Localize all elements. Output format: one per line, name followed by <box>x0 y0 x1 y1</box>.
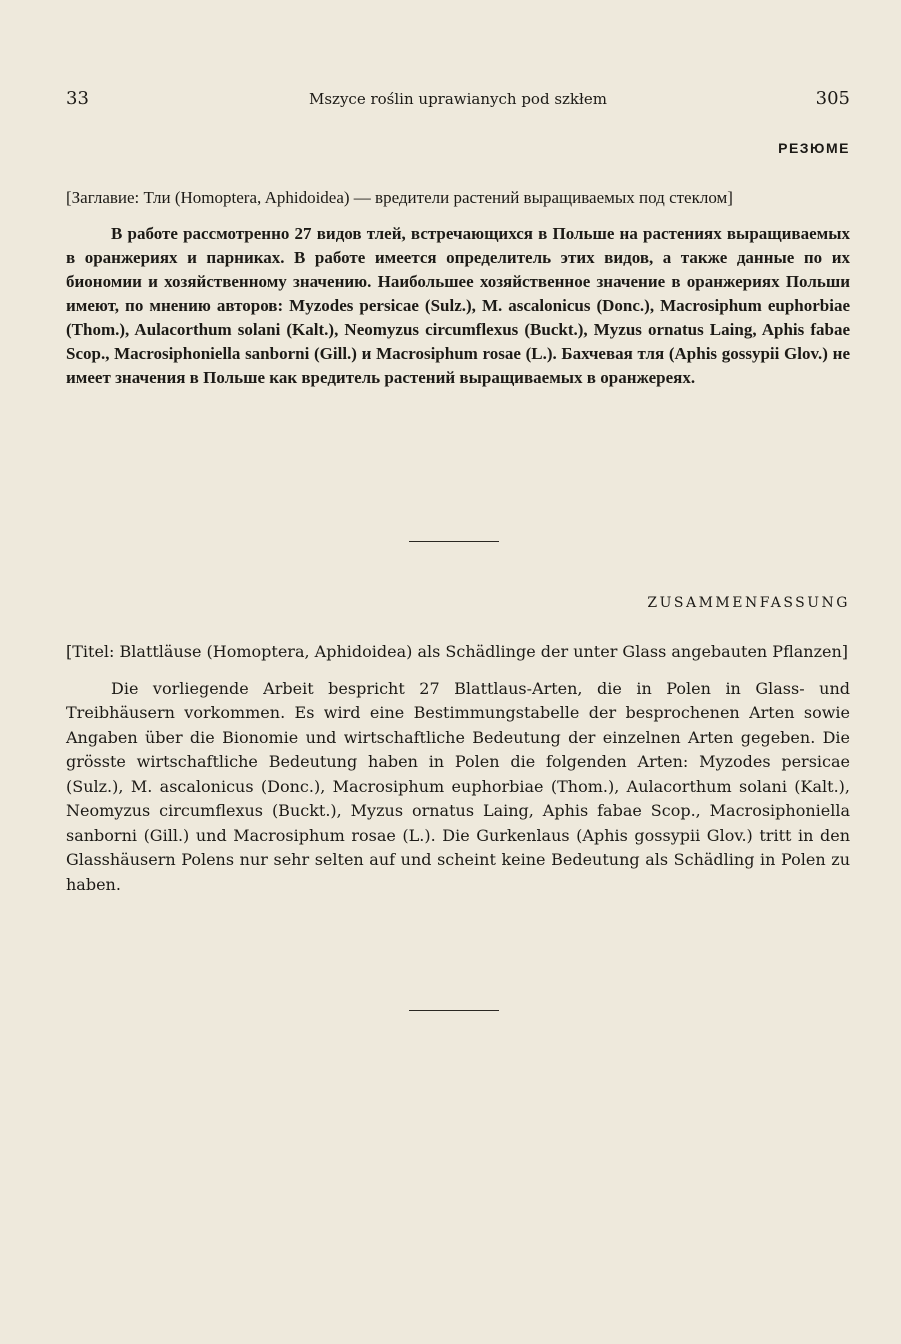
end-divider <box>409 1010 499 1011</box>
russian-summary-body: В работе рассмотренно 27 видов тлей, встречающихся в Польше на растениях выращиваемых в оранжериях и парниках. В работе имеется определитель этих видов, а также данные по их биономии и хозяйственному значению. Наибольшее хозяйственное значение в оранжериях Польши имеют, по мнению авторов: Myzodes persicae (Sulz.), M. ascalonicus (Donc.), Macrosiphum euphorbiae (Thom.), Aulacorthum solani (Kalt.), Neomyzus circumflexus (Buckt.), Myzus ornatus Laing, Aphis fabae Scop., Macrosiphoniella sanborni (Gill.) и Macrosiphum rosae (L.). Бахчевая тля (Aphis gossypii Glov.) не имеет значения в Польше как вредитель растений выращиваемых в оранжереях. <box>66 224 850 387</box>
russian-summary-heading: [Заглавие: Тли (Homoptera, Aphidoidea) — вредители растений выращиваемых под стеклом] <box>66 188 733 207</box>
german-summary-title: ZUSAMMENFASSUNG <box>647 595 850 611</box>
running-title: Mszyce roślin uprawianych pod szkłem <box>309 90 607 108</box>
german-summary <box>66 640 850 897</box>
page-header <box>66 88 850 112</box>
section-divider <box>409 541 499 542</box>
page-number-right: 305 <box>815 88 850 109</box>
russian-summary <box>66 186 850 390</box>
german-summary-heading: [Titel: Blattläuse (Homoptera, Aphidoidea) als Schädlinge der unter Glass angebauten Pflanzen] <box>66 642 849 661</box>
page-number-left: 33 <box>66 88 89 109</box>
german-summary-body: Die vorliegende Arbeit bespricht 27 Blattlaus-Arten, die in Polen in Glass- und Treibhäusern vorkommen. Es wird eine Bestimmungstabelle der besprochenen Arten sowie Angaben über die Bionomie und wirtschaftliche Bedeutung der einzelnen Arten gegeben. Die grösste wirtschaftliche Bedeutung haben in Polen die folgenden Arten: Myzodes persicae (Sulz.), M. ascalonicus (Donc.), Macrosiphum euphorbiae (Thom.), Aulacorthum solani (Kalt.), Neomyzus circumflexus (Buckt.), Myzus ornatus Laing, Aphis fabae Scop., Macrosiphoniella sanborni (Gill.) und Macrosiphum rosae (L.). Die Gurkenlaus (Aphis gossypii Glov.) tritt in den Glasshäusern Polens nur sehr selten auf und scheint keine Bedeutung als Schädling in Polen zu haben. <box>66 678 850 894</box>
russian-summary-title: РЕЗЮМЕ <box>778 140 850 156</box>
